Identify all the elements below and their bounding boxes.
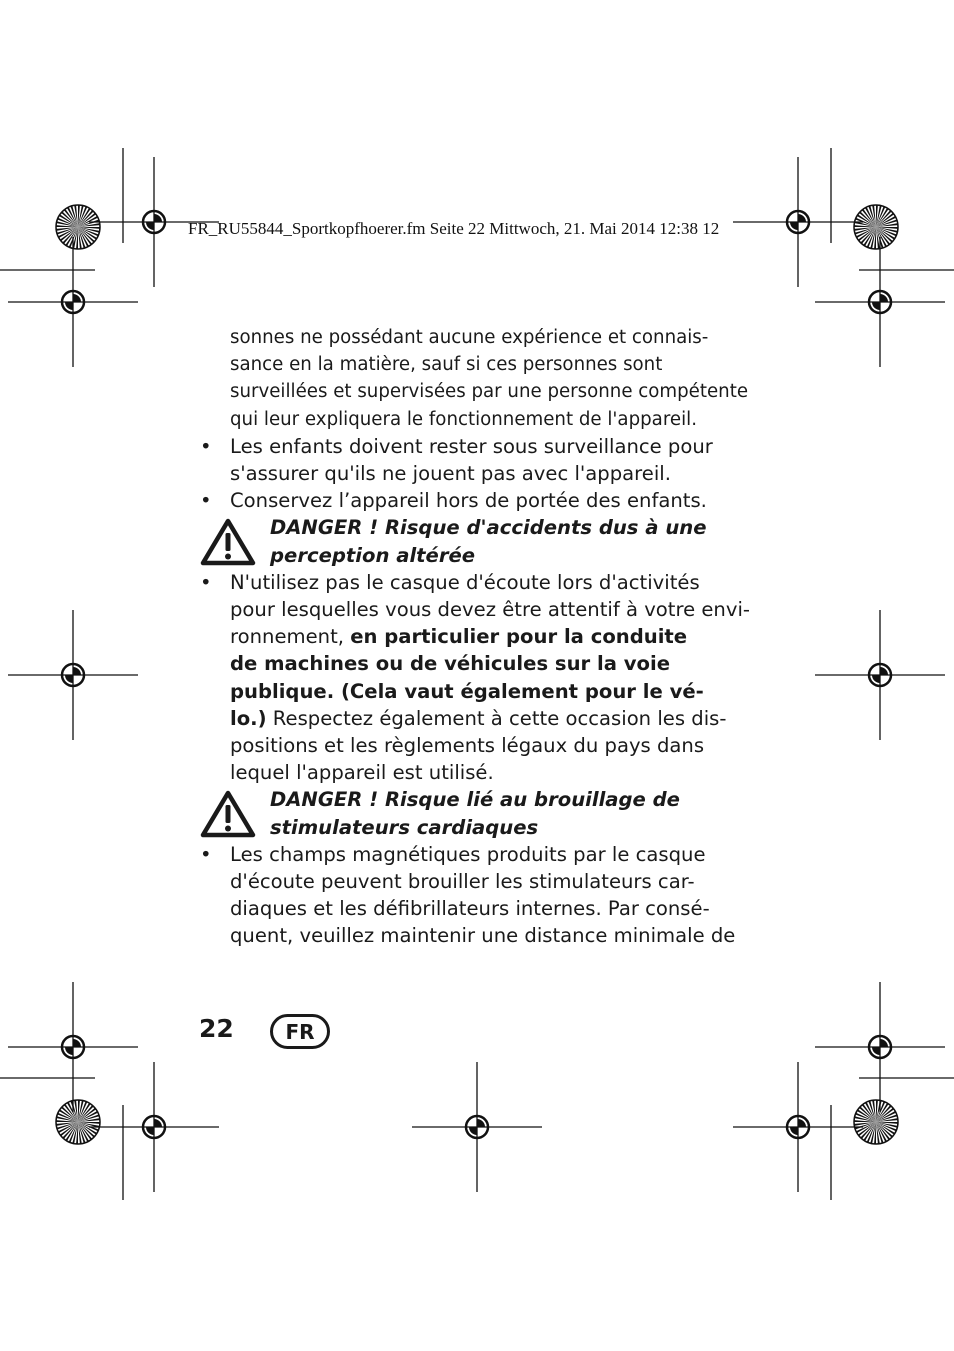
registration-mark-icon bbox=[815, 982, 945, 1112]
text-line: sance en la matière, sauf si ces personnes sont bbox=[230, 354, 663, 376]
registration-mark-icon bbox=[733, 157, 863, 287]
starburst-target-icon bbox=[854, 205, 898, 249]
text-line: d'écoute peuvent brouiller les stimulateurs car- bbox=[230, 870, 695, 894]
starburst-target-icon bbox=[56, 205, 100, 249]
text-line bbox=[230, 623, 720, 650]
text-line: Les enfants doivent rester sous surveillance pour bbox=[230, 434, 713, 458]
text-line: N'utilisez pas le casque d'écoute lors d'activités bbox=[230, 570, 700, 594]
text-line: surveillées et supervisées par une personne compétente bbox=[230, 381, 749, 403]
page-number: 22 bbox=[199, 1014, 234, 1043]
warning-triangle-icon bbox=[200, 518, 256, 566]
text-line: positions et les règlements légaux du pays dans bbox=[230, 734, 705, 758]
registration-mark-icon bbox=[412, 1062, 542, 1192]
registration-mark-icon bbox=[815, 610, 945, 740]
bullet-dot: • bbox=[200, 434, 212, 458]
language-code: FR bbox=[285, 1019, 315, 1044]
text-line: publique. (Cela vaut également pour le vé- bbox=[230, 679, 704, 703]
starburst-target-icon bbox=[56, 1100, 100, 1144]
bullet-no-use-while-driving bbox=[200, 569, 750, 787]
text-line: Conservez l’appareil hors de portée des enfants. bbox=[230, 489, 707, 513]
text-line: quent, veuillez maintenir une distance minimale de bbox=[230, 924, 736, 948]
bullet-magnetic-fields bbox=[200, 841, 736, 950]
text-normal: ronnement, bbox=[230, 625, 351, 649]
bullet-keep-away bbox=[200, 487, 720, 514]
registration-mark-icon bbox=[8, 982, 138, 1112]
language-badge bbox=[270, 1014, 330, 1049]
text-bold: lo.) bbox=[230, 706, 267, 730]
text-line: lequel l'appareil est utilisé. bbox=[230, 761, 494, 785]
registration-mark-icon bbox=[89, 1062, 219, 1192]
text-line: qui leur expliquera le fonctionnement de l'appareil. bbox=[230, 408, 697, 430]
danger-title-line: perception altérée bbox=[270, 543, 476, 567]
text-line: diaques et les défibrillateurs internes. Par consé- bbox=[230, 897, 710, 921]
danger-heading-pacemakers bbox=[200, 786, 720, 840]
text-line: Les champs magnétiques produits par le casque bbox=[230, 842, 706, 866]
intro-paragraph bbox=[200, 324, 749, 433]
text-line: de machines ou de véhicules sur la voie bbox=[230, 652, 671, 676]
page-content bbox=[200, 324, 750, 950]
text-line: s'assurer qu'ils ne jouent pas avec l'appareil. bbox=[230, 462, 671, 486]
text-bold: en particulier pour la conduite bbox=[350, 625, 688, 649]
registration-mark-icon bbox=[733, 1062, 863, 1192]
text-normal: Respectez également à cette occasion les dis- bbox=[266, 706, 727, 730]
text-line: sonnes ne possédant aucune expérience et connais- bbox=[230, 327, 709, 348]
danger-heading-accidents bbox=[200, 514, 720, 568]
bullet-dot: • bbox=[200, 489, 212, 513]
text-line: pour lesquelles vous devez être attentif à votre envi- bbox=[230, 598, 750, 622]
danger-title-line: DANGER ! Risque d'accidents dus à une bbox=[270, 516, 707, 540]
registration-mark-icon bbox=[8, 610, 138, 740]
registration-mark-icon bbox=[815, 237, 945, 367]
bullet-dot: • bbox=[200, 570, 212, 594]
danger-title-line: DANGER ! Risque lié au brouillage de bbox=[270, 788, 680, 812]
registration-mark-icon bbox=[8, 237, 138, 367]
warning-triangle-icon bbox=[200, 790, 256, 838]
bullet-dot: • bbox=[200, 842, 212, 866]
bullet-children-supervision bbox=[200, 433, 720, 487]
file-header-line: FR_RU55844_Sportkopfhoerer.fm Seite 22 Mittwoch, 21. Mai 2014 12:38 12 bbox=[188, 219, 720, 238]
text-line bbox=[230, 705, 727, 732]
starburst-target-icon bbox=[854, 1100, 898, 1144]
danger-title-line: stimulateurs cardiaques bbox=[270, 815, 539, 839]
